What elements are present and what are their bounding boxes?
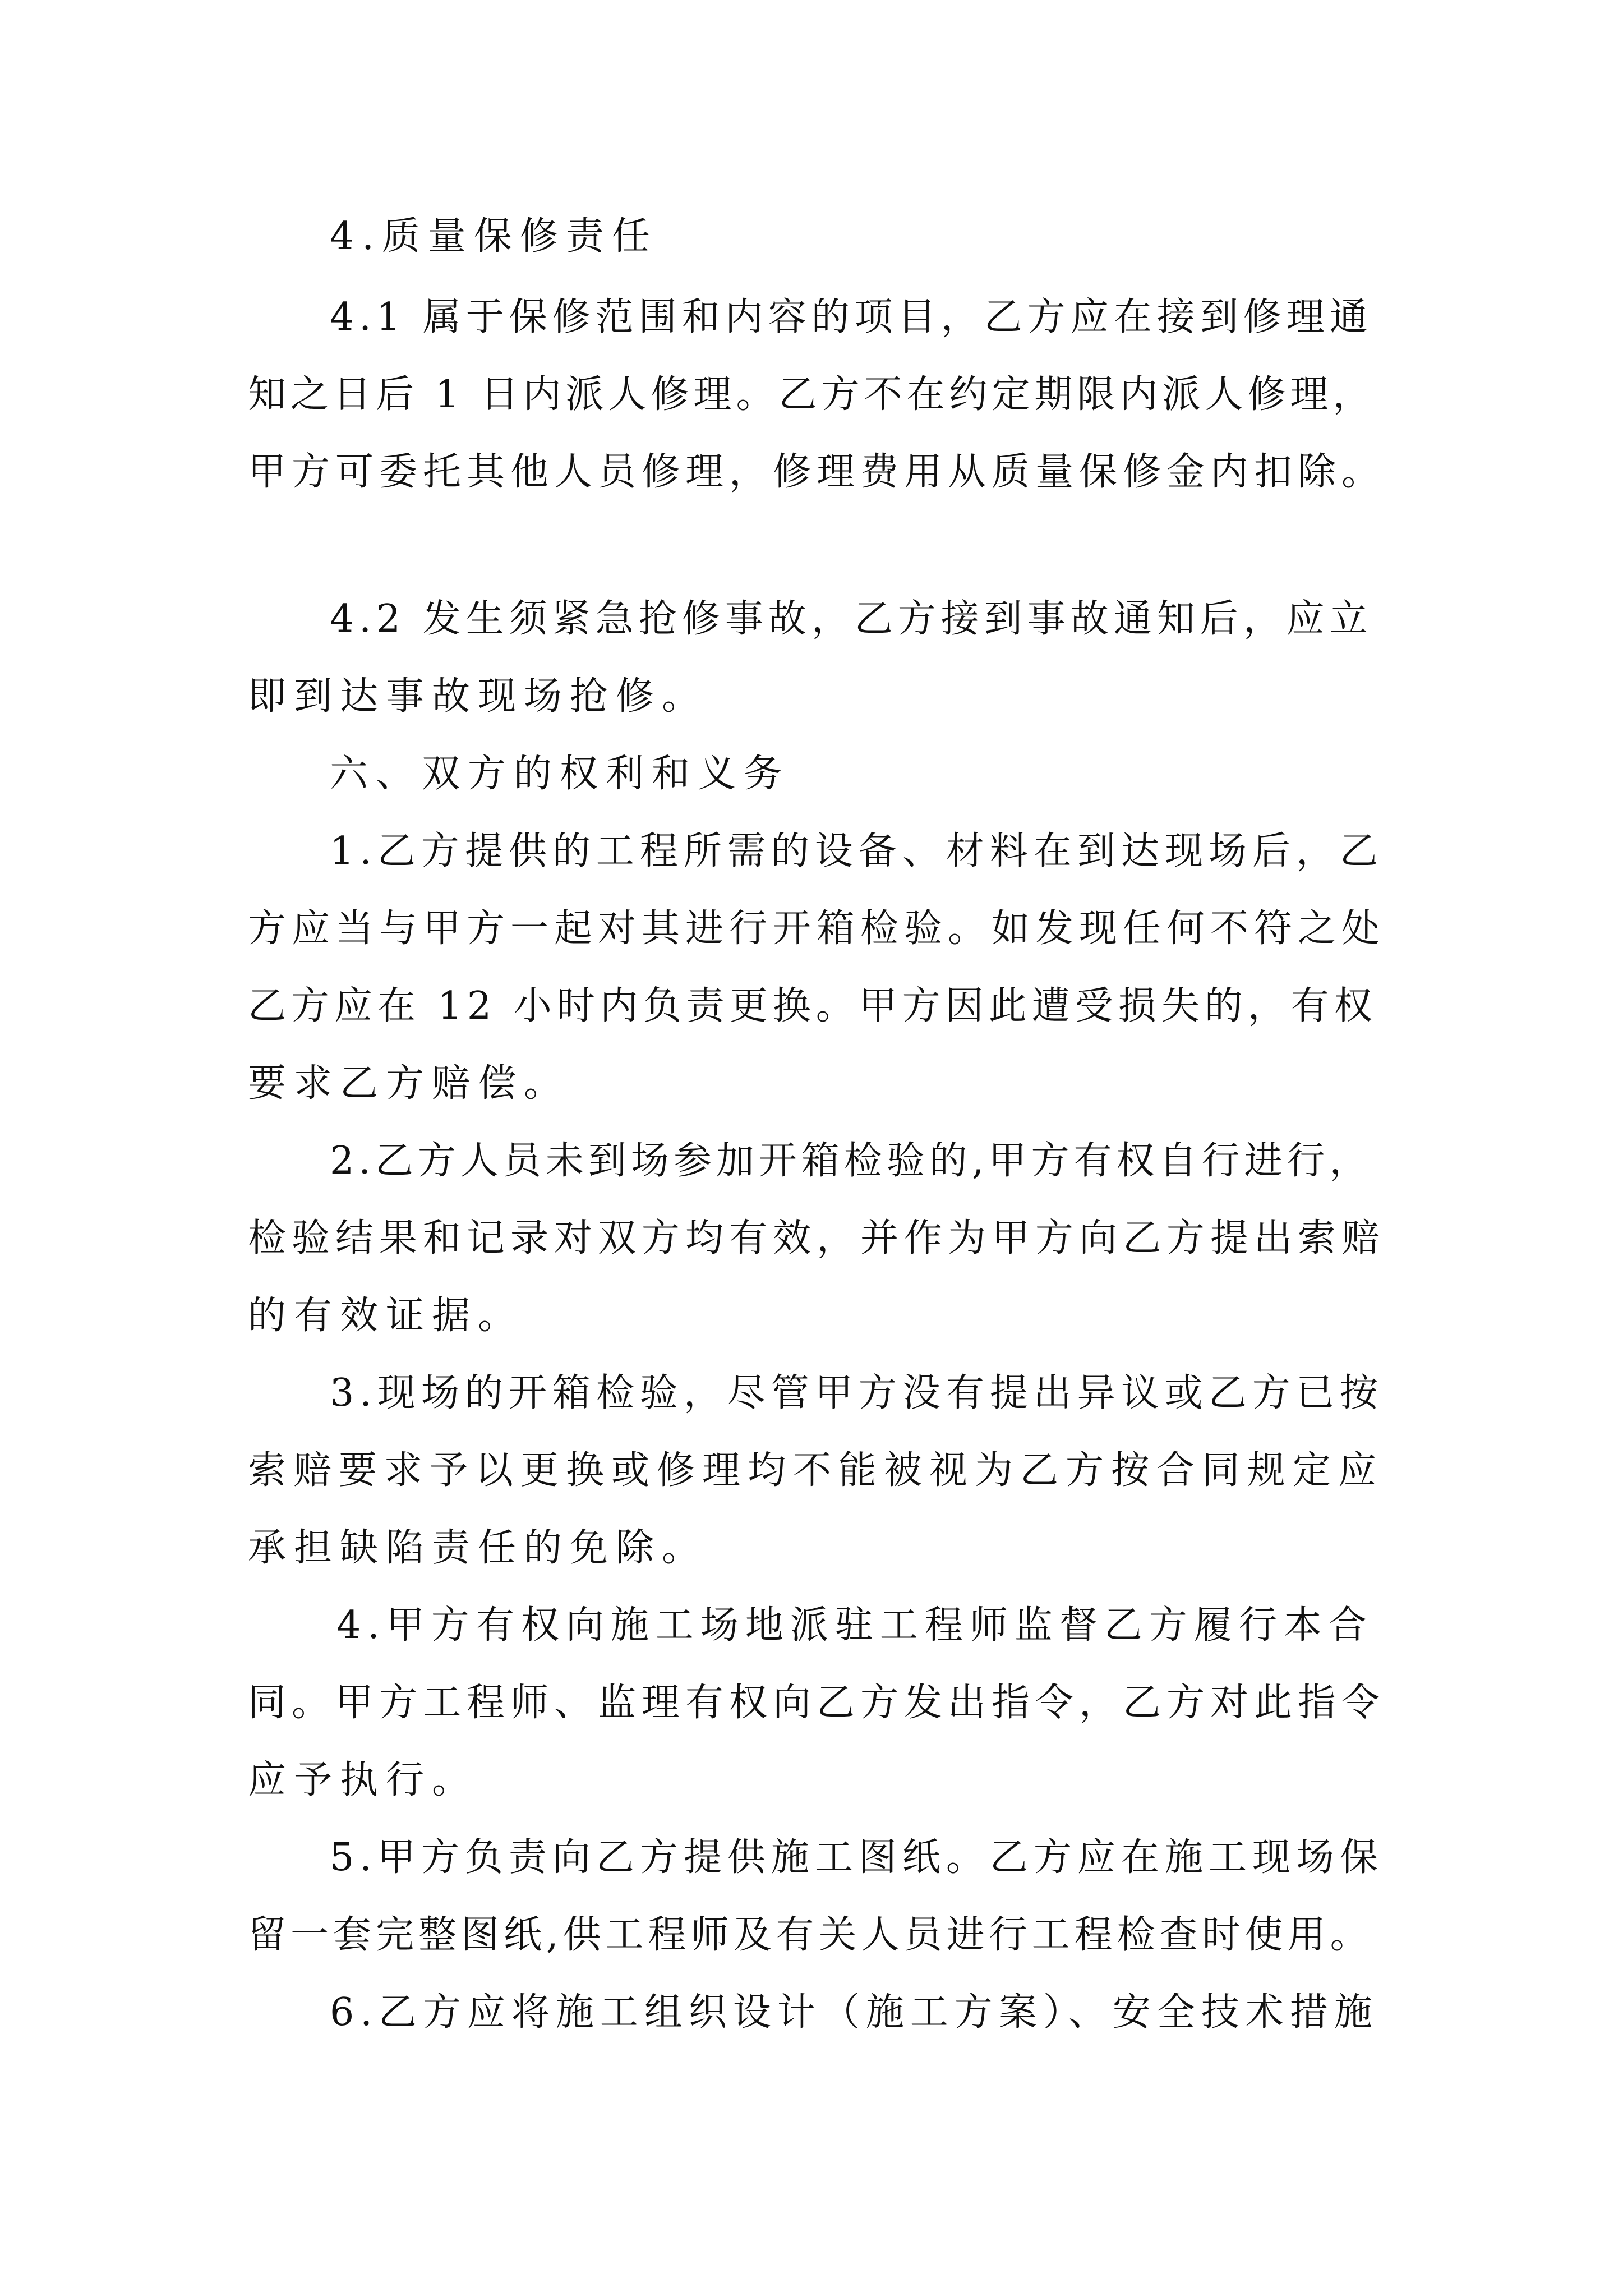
paragraph-line: 方应当与甲方一起对其进行开箱检验。如发现任何不符之处 (248, 907, 1386, 951)
paragraph-line: 4.甲方有权向施工场地派驻工程师监督乙方履行本合 (336, 1603, 1373, 1648)
paragraph-line: 6.乙方应将施工组织设计（施工方案）、安全技术措施 (330, 1990, 1378, 2035)
paragraph-line: 乙方应在 12 小时内负责更换。甲方因此遭受损失的，有权 (248, 984, 1377, 1028)
paragraph-line: 同。甲方工程师、监理有权向乙方发出指令，乙方对此指令 (248, 1681, 1386, 1725)
paragraph-line: 承担缺陷责任的免除。 (248, 1526, 708, 1570)
paragraph-line: 2.乙方人员未到场参加开箱检验的,甲方有权自行进行， (330, 1139, 1372, 1183)
paragraph-line: 留一套完整图纸,供工程师及有关人员进行工程检查时使用。 (248, 1913, 1373, 1957)
paragraph-line: 应予执行。 (248, 1758, 478, 1802)
paragraph-line: 4.1 属于保修范围和内容的项目，乙方应在接到修理通 (330, 295, 1373, 339)
section-heading: 4.质量保修责任 (330, 214, 658, 259)
paragraph-line: 1.乙方提供的工程所需的设备、材料在到达现场后，乙 (330, 829, 1384, 873)
paragraph-line: 5.甲方负责向乙方提供施工图纸。乙方应在施工现场保 (330, 1835, 1384, 1880)
paragraph-line: 索赔要求予以更换或修理均不能被视为乙方按合同规定应 (248, 1448, 1384, 1493)
paragraph-line: 即到达事故现场抢修。 (248, 674, 708, 719)
paragraph-line: 要求乙方赔偿。 (248, 1061, 570, 1106)
paragraph-line: 3.现场的开箱检验，尽管甲方没有提出异议或乙方已按 (330, 1371, 1384, 1415)
paragraph-line: 4.2 发生须紧急抢修事故，乙方接到事故通知后，应立 (330, 597, 1373, 641)
paragraph-line: 甲方可委托其他人员修理，修理费用从质量保修金内扣除。 (248, 450, 1386, 494)
paragraph-line: 知之日后 1 日内派人修理。乙方不在约定期限内派人修理， (248, 372, 1376, 417)
section-heading: 六、双方的权利和义务 (330, 752, 790, 796)
paragraph-line: 检验结果和记录对双方均有效，并作为甲方向乙方提出索赔 (248, 1216, 1386, 1260)
paragraph-line: 的有效证据。 (248, 1294, 524, 1338)
